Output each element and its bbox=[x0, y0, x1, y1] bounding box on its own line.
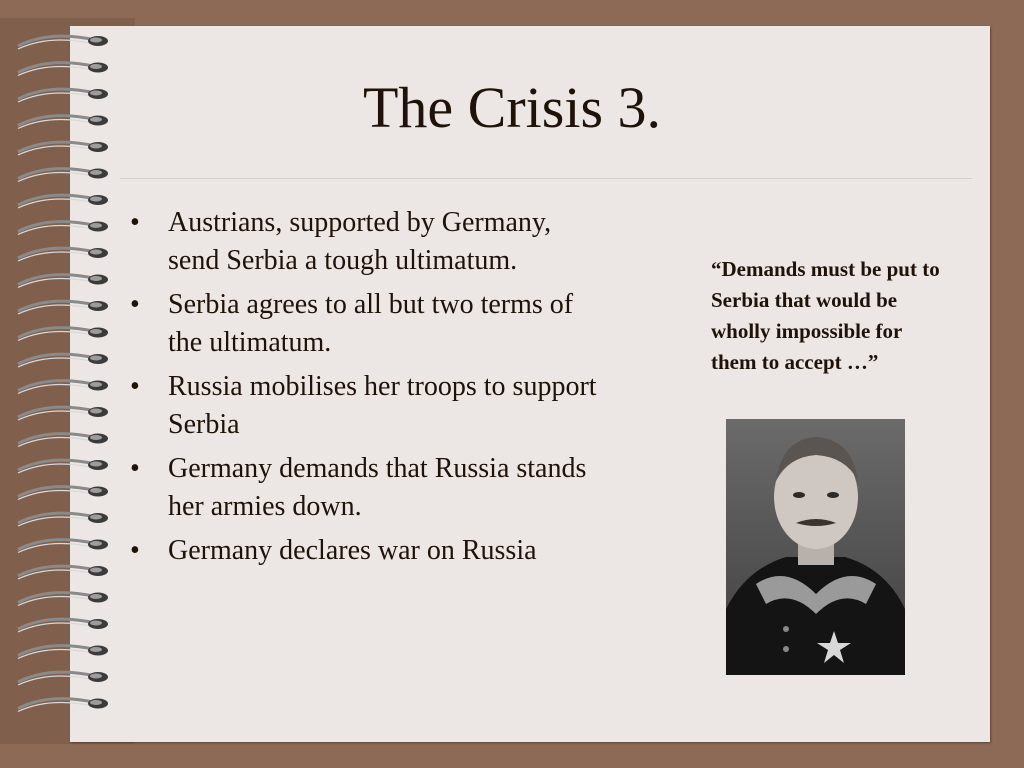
bullet-item: • Serbia agrees to all but two terms of the ultimatum. bbox=[128, 286, 598, 362]
spiral-ring bbox=[18, 222, 108, 235]
bullet-item: • Germany demands that Russia stands her armies down. bbox=[128, 450, 598, 526]
spiral-ring bbox=[18, 646, 108, 659]
spiral-ring bbox=[18, 142, 108, 155]
spiral-ring bbox=[18, 169, 108, 182]
bullet-item: • Germany declares war on Russia bbox=[128, 532, 598, 570]
spiral-ring bbox=[18, 619, 108, 632]
spiral-ring bbox=[18, 460, 108, 473]
spiral-ring bbox=[18, 699, 108, 712]
spiral-ring bbox=[18, 407, 108, 420]
title-divider bbox=[120, 178, 972, 179]
spiral-ring bbox=[18, 513, 108, 526]
bullet-list bbox=[128, 204, 598, 576]
spiral-ring bbox=[18, 301, 108, 314]
spiral-ring bbox=[18, 672, 108, 685]
bullet-item: • Austrians, supported by Germany, send Serbia a tough ultimatum. bbox=[128, 204, 598, 280]
spiral-ring bbox=[18, 487, 108, 500]
spiral-ring bbox=[18, 275, 108, 288]
spiral-ring bbox=[18, 540, 108, 553]
portrait-photo bbox=[726, 419, 905, 675]
spiral-ring bbox=[18, 566, 108, 579]
slide-title: The Crisis 3. bbox=[362, 75, 662, 140]
spiral-ring bbox=[18, 434, 108, 447]
spiral-ring bbox=[18, 248, 108, 261]
spiral-ring bbox=[18, 381, 108, 394]
bullet-item: • Russia mobilises her troops to support Serbia bbox=[128, 368, 598, 444]
spiral-ring bbox=[18, 593, 108, 606]
spiral-ring bbox=[18, 36, 108, 49]
spiral-ring bbox=[18, 354, 108, 367]
quote-text: “Demands must be put to Serbia that would be wholly impossible for them to accept …” bbox=[711, 257, 940, 374]
spiral-ring bbox=[18, 195, 108, 208]
portrait-icon bbox=[726, 419, 905, 675]
spiral-ring bbox=[18, 328, 108, 341]
